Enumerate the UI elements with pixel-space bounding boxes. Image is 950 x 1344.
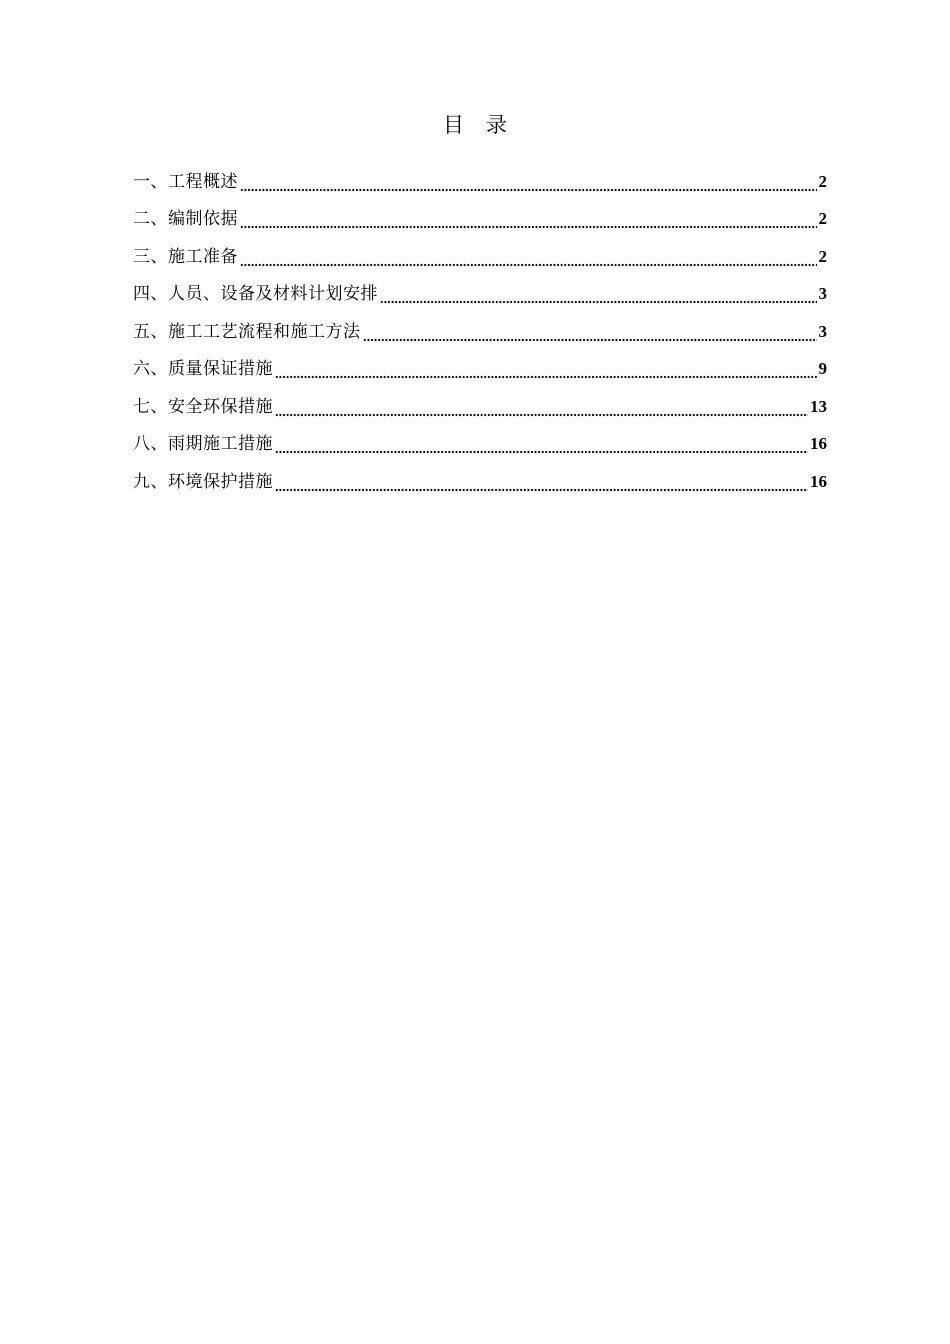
toc-entry[interactable]	[133, 233, 827, 271]
toc-entry[interactable]	[133, 421, 827, 459]
toc-entry[interactable]	[133, 196, 827, 234]
toc-dot-leader	[363, 318, 817, 346]
toc-entry[interactable]	[133, 271, 827, 309]
toc-dot-leader	[275, 468, 808, 496]
toc-dot-leader	[275, 430, 808, 458]
toc-entry-label: 四、人员、设备及材料计划安排	[133, 284, 378, 304]
toc-entry[interactable]	[133, 158, 827, 196]
toc-list	[133, 158, 827, 496]
toc-entry-label: 七、安全环保措施	[133, 396, 273, 417]
toc-entry[interactable]	[133, 346, 827, 384]
toc-dot-leader	[240, 205, 817, 233]
toc-entry-label: 五、施工工艺流程和施工方法	[133, 321, 361, 342]
toc-title-char-1: 目	[443, 113, 464, 137]
toc-dot-leader	[380, 280, 817, 308]
toc-entry-label: 六、质量保证措施	[133, 359, 273, 379]
toc-title-char-2: 录	[486, 113, 507, 137]
toc-entry-page-number: 2	[818, 246, 827, 266]
toc-dot-leader	[275, 393, 808, 421]
toc-dot-leader	[240, 243, 817, 271]
toc-entry-label: 一、工程概述	[133, 171, 238, 192]
toc-dot-leader	[240, 168, 817, 196]
toc-entry-label: 三、施工准备	[133, 246, 238, 267]
toc-entry-label: 二、编制依据	[133, 209, 238, 229]
toc-entry-page-number: 3	[818, 321, 827, 341]
toc-entry-page-number: 13	[810, 396, 827, 416]
toc-entry[interactable]	[133, 308, 827, 346]
toc-entry-page-number: 16	[810, 434, 827, 453]
toc-entry-page-number: 16	[810, 471, 827, 491]
toc-entry[interactable]	[133, 383, 827, 421]
toc-title	[0, 110, 950, 140]
toc-entry[interactable]	[133, 458, 827, 496]
toc-dot-leader	[275, 355, 817, 383]
toc-entry-page-number: 2	[818, 209, 827, 228]
toc-entry-label: 八、雨期施工措施	[133, 434, 273, 454]
toc-entry-page-number: 3	[818, 284, 827, 303]
toc-entry-page-number: 2	[818, 171, 827, 191]
toc-entry-label: 九、环境保护措施	[133, 471, 273, 492]
toc-entry-page-number: 9	[818, 359, 827, 378]
